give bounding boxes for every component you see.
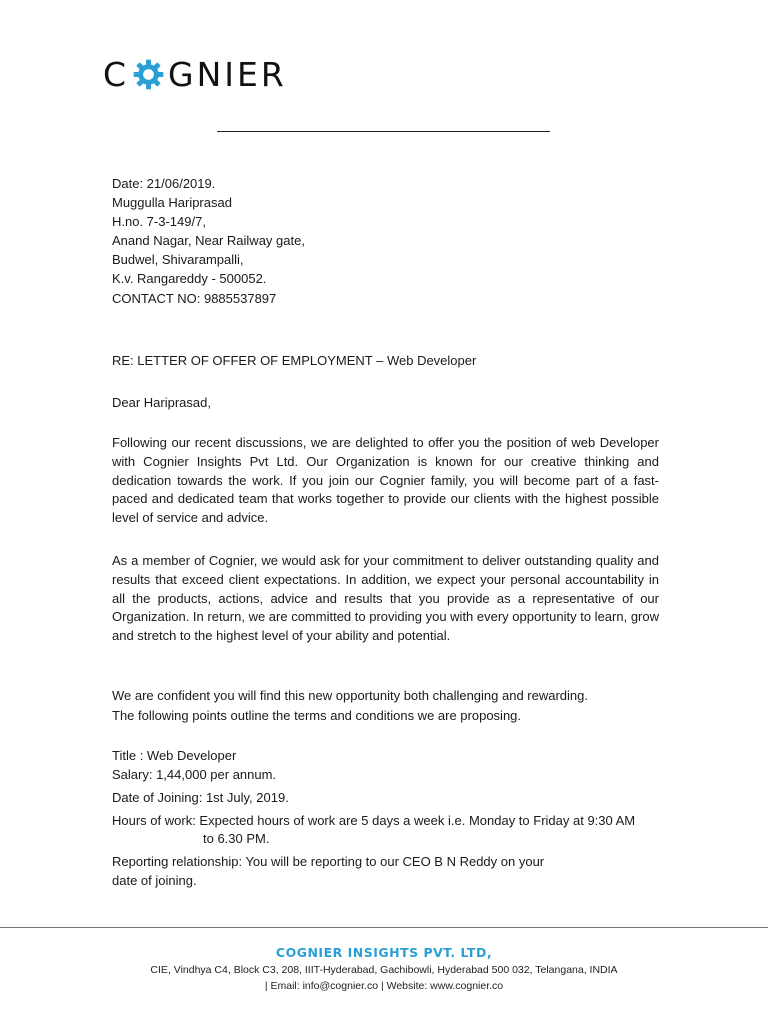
term-title: Title : Web Developer [112,748,237,763]
address-line: H.no. 7-3-149/7, [112,214,206,229]
letter-date: Date: 21/06/2019. [112,176,216,191]
header-divider [217,131,550,132]
footer-contact: | Email: info@cognier.co | Website: www.cognier.co [264,980,504,992]
confident-line-1: We are confident you will find this new opportunity both challenging and rewarding. [112,688,588,703]
term-reporting-line-1: Reporting relationship: You will be reporting to our CEO B N Reddy on your [112,854,545,869]
footer-company-name: COGNIER INSIGHTS PVT. LTD, [275,945,493,960]
letter-salutation: Dear Hariprasad, [112,395,211,410]
footer-divider [0,927,768,928]
term-hours-line-2: to 6.30 PM. [203,831,270,846]
address-line: Muggulla Hariprasad [112,195,232,210]
address-line: Budwel, Shivarampalli, [112,252,244,267]
gear-o-icon [132,58,165,91]
letter-subject: RE: LETTER OF OFFER OF EMPLOYMENT – Web Developer [112,353,477,368]
confident-line-2: The following points outline the terms and conditions we are proposing. [112,708,522,723]
address-line: Anand Nagar, Near Railway gate, [112,233,305,248]
logo-text-prefix: C [103,54,130,94]
body-paragraph-2: As a member of Cognier, we would ask for your commitment to deliver outstanding quality and results that exceed client expectations. In addition, we expect your personal accountability in all the products, actions, advice and results that you provide as a representative of our Organization. In return, we are committed to providing you with every opportunity to learn, grow and stretch to the highest level of your ability and potential. [112,553,659,644]
term-reporting-line-2: date of joining. [112,873,197,888]
term-joining-date: Date of Joining: 1st July, 2019. [112,790,289,805]
logo-text-suffix: GNIER [168,54,287,94]
company-logo [103,53,287,95]
body-paragraph-1: Following our recent discussions, we are delighted to offer you the position of web Developer with Cognier Insights Pvt Ltd. Our Organization is known for our creative thinking and dedication towards the work. If you join our Cognier family, you will become part of a fast-paced and dedicated team that works together to provide our clients with the highest possible level of service and advice. [112,435,659,526]
address-line: K.v. Rangareddy - 500052. [112,271,267,286]
contact-number: CONTACT NO: 9885537897 [112,291,277,306]
term-hours-line-1: Hours of work: Expected hours of work are 5 days a week i.e. Monday to Friday at 9:30 AM [112,813,636,828]
footer-address: CIE, Vindhya C4, Block C3, 208, IIIT-Hyderabad, Gachibowli, Hyderabad 500 032, Telangana, INDIA [150,964,618,976]
term-salary: Salary: 1,44,000 per annum. [112,767,277,782]
